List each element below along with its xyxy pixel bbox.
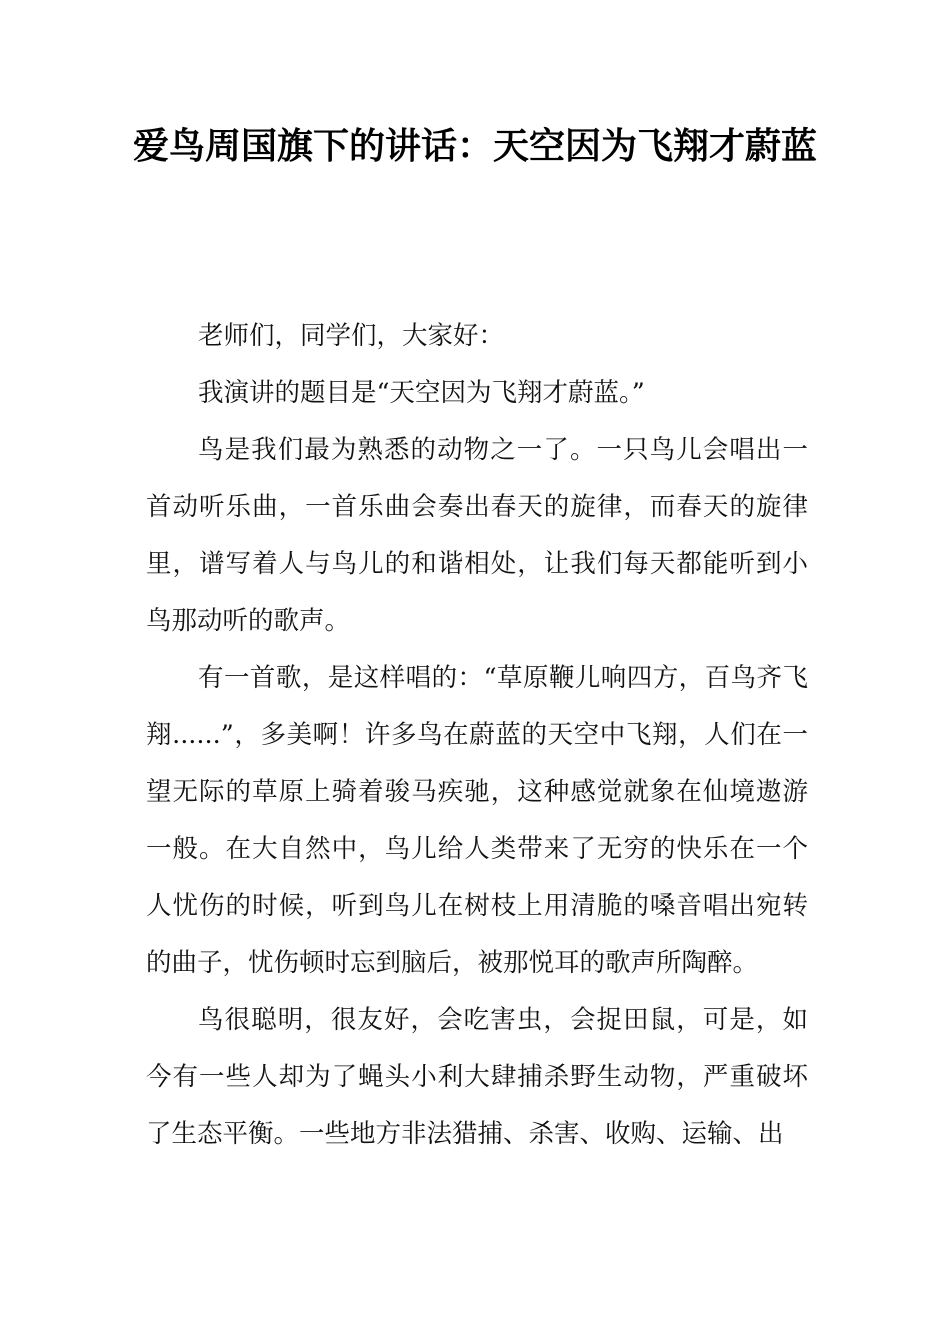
- paragraph-song: 有一首歌，是这样唱的：“草原鞭儿响四方，百鸟齐飞翔......”，多美啊！许多鸟在蔚蓝的天空中飞翔，人们在一望无际的草原上骑着骏马疾驰，这种感觉就象在仙境遨游一般。在大自然中，鸟儿给人类带来了无穷的快乐在一个人忧伤的时候，听到鸟儿在树枝上用清脆的嗓音唱出宛转的曲子，忧伤顿时忘到脑后，被那悦耳的歌声所陶醉。: [146, 663, 808, 978]
- paragraph-greeting: 老师们，同学们，大家好：: [198, 321, 505, 351]
- paragraph-topic: 我演讲的题目是“天空因为飞翔才蔚蓝。”: [198, 378, 645, 408]
- paragraph-protection: 鸟很聪明，很友好，会吃害虫，会捉田鼠，可是，如今有一些人却为了蝇头小利大肆捕杀野生动物，严重破坏了生态平衡。一些地方非法猎捕、杀害、收购、运输、出: [146, 1005, 808, 1149]
- paragraph-birds-intro: 鸟是我们最为熟悉的动物之一了。一只鸟儿会唱出一首动听乐曲，一首乐曲会奏出春天的旋律，而春天的旋律里，谱写着人与鸟儿的和谐相处，让我们每天都能听到小鸟那动听的歌声。: [146, 435, 808, 636]
- document-title: 爱鸟周国旗下的讲话：天空因为飞翔才蔚蓝: [132, 126, 817, 167]
- document-body: [146, 308, 808, 1163]
